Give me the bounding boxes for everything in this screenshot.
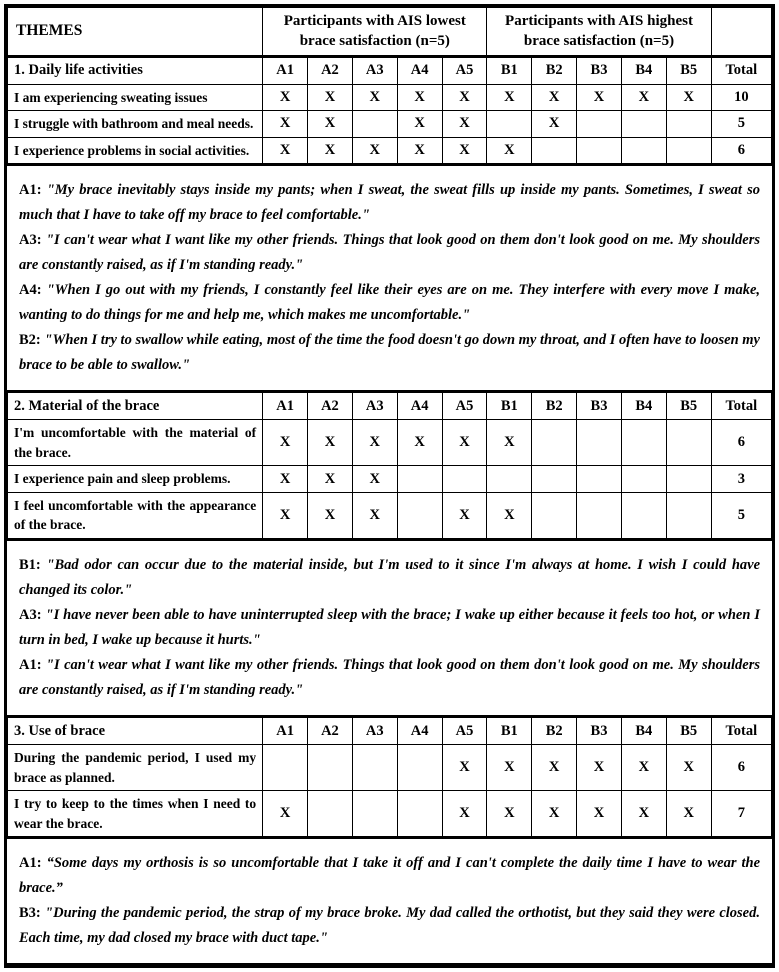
mark-cell: X [263, 492, 308, 538]
sections-container [7, 57, 772, 966]
participant-quote [19, 603, 760, 653]
column-header: A5 [442, 718, 487, 745]
mark-cell: X [577, 791, 622, 837]
empty-mark-cell [621, 492, 666, 538]
section-header-row [8, 57, 772, 84]
quote-text: “Some days my orthosis is so uncomfortable that I take it off and I can't complete the daily time I have to wear the brace.” [19, 855, 761, 897]
column-header: Total [711, 718, 771, 745]
empty-mark-cell [621, 111, 666, 138]
column-header: B3 [577, 57, 622, 84]
quote-speaker: A3: [19, 607, 42, 623]
mark-cell: X [263, 137, 308, 164]
section-header-row [8, 718, 772, 745]
total-cell: 10 [711, 84, 771, 111]
column-header: Total [711, 57, 771, 84]
mark-cell: X [263, 111, 308, 138]
section-table [7, 717, 772, 837]
empty-mark-cell [352, 111, 397, 138]
mark-cell: X [442, 791, 487, 837]
mark-cell: X [442, 111, 487, 138]
group-header-lowest-satisfaction: Participants with AIS lowest brace satisfaction (n=5) [263, 8, 487, 56]
statement-text: During the pandemic period, I used my brace as planned. [8, 745, 263, 791]
empty-mark-cell [666, 466, 711, 493]
participant-quote [19, 851, 760, 901]
statement-text: I experience problems in social activities. [8, 137, 263, 164]
statement-text: I try to keep to the times when I need to wear the brace. [8, 791, 263, 837]
statement-row [8, 137, 772, 164]
mark-cell: X [263, 84, 308, 111]
total-cell: 7 [711, 791, 771, 837]
section-title: 1. Daily life activities [8, 57, 263, 84]
participant-quote [19, 228, 760, 278]
column-header: A3 [352, 718, 397, 745]
statement-row [8, 420, 772, 466]
quote-text: "I can't wear what I want like my other friends. Things that look good on them don't look good on me. My shoulders are constantly raised, as if I'm standing ready." [19, 232, 760, 274]
mark-cell: X [621, 745, 666, 791]
column-header: B1 [487, 718, 532, 745]
corner-empty-cell [711, 8, 771, 56]
quotes-block [7, 164, 772, 392]
empty-mark-cell [442, 466, 487, 493]
mark-cell: X [397, 420, 442, 466]
column-header: B5 [666, 57, 711, 84]
quotes-block [7, 539, 772, 717]
empty-mark-cell [487, 466, 532, 493]
section-table [7, 392, 772, 539]
empty-mark-cell [621, 420, 666, 466]
quote-speaker: A4: [19, 282, 42, 299]
empty-mark-cell [308, 791, 353, 837]
empty-mark-cell [577, 492, 622, 538]
quote-speaker: A1: [19, 855, 42, 872]
quote-text: "When I try to swallow while eating, most of the time the food doesn't go down my throat, and I often have to loosen my brace to be able to swallow." [19, 332, 760, 374]
empty-mark-cell [621, 137, 666, 164]
column-header: A5 [442, 57, 487, 84]
empty-mark-cell [666, 137, 711, 164]
mark-cell: X [308, 111, 353, 138]
section-header-row [8, 393, 772, 420]
empty-mark-cell [352, 745, 397, 791]
column-header: B5 [666, 718, 711, 745]
section-title: 3. Use of brace [8, 718, 263, 745]
mark-cell: X [352, 420, 397, 466]
mark-cell: X [487, 137, 532, 164]
column-header: B3 [577, 718, 622, 745]
statement-row [8, 84, 772, 111]
statement-row [8, 111, 772, 138]
mark-cell: X [532, 111, 577, 138]
column-header: A4 [397, 393, 442, 420]
column-header: A1 [263, 718, 308, 745]
statement-text: I feel uncomfortable with the appearance of the brace. [8, 492, 263, 538]
column-header: A4 [397, 57, 442, 84]
empty-mark-cell [397, 492, 442, 538]
mark-cell: X [352, 466, 397, 493]
mark-cell: X [487, 492, 532, 538]
statement-row [8, 492, 772, 538]
mark-cell: X [666, 745, 711, 791]
total-cell: 5 [711, 111, 771, 138]
mark-cell: X [263, 466, 308, 493]
statement-row [8, 745, 772, 791]
mark-cell: X [487, 791, 532, 837]
empty-mark-cell [397, 791, 442, 837]
quote-speaker: A1: [19, 182, 42, 199]
section-title: 2. Material of the brace [8, 393, 263, 420]
statement-text: I struggle with bathroom and meal needs. [8, 111, 263, 138]
quote-text: "During the pandemic period, the strap of my brace broke. My dad called the orthotist, but they said they were closed. Each time, my dad closed my brace with duct tape." [19, 905, 760, 947]
participant-quote [19, 653, 760, 703]
mark-cell: X [487, 420, 532, 466]
empty-mark-cell [263, 745, 308, 791]
statement-text: I am experiencing sweating issues [8, 84, 263, 111]
column-header: A2 [308, 393, 353, 420]
mark-cell: X [397, 111, 442, 138]
participant-quote [19, 553, 760, 603]
total-cell: 6 [711, 420, 771, 466]
mark-cell: X [621, 791, 666, 837]
column-header: A4 [397, 718, 442, 745]
column-header: A1 [263, 57, 308, 84]
mark-cell: X [308, 466, 353, 493]
column-header: B4 [621, 718, 666, 745]
empty-mark-cell [577, 420, 622, 466]
mark-cell: X [666, 791, 711, 837]
mark-cell: X [532, 791, 577, 837]
mark-cell: X [442, 492, 487, 538]
section-table [7, 57, 772, 165]
quote-text: "I can't wear what I want like my other friends. Things that look good on them don't look good on me. My shoulders are constantly raised, as if I'm standing ready." [19, 657, 760, 698]
quotes-block [7, 837, 772, 965]
column-header: A3 [352, 57, 397, 84]
quote-text: "My brace inevitably stays inside my pants; when I sweat, the sweat fills up inside my pants. Sometimes, I sweat so much that I have to take off my brace to feel comfortable." [19, 182, 760, 224]
column-header: A2 [308, 57, 353, 84]
empty-mark-cell [577, 111, 622, 138]
column-header: B4 [621, 57, 666, 84]
quote-speaker: A3: [19, 232, 42, 249]
statement-text: I'm uncomfortable with the material of the brace. [8, 420, 263, 466]
column-header: A5 [442, 393, 487, 420]
themes-label: THEMES [8, 8, 263, 56]
empty-mark-cell [532, 492, 577, 538]
empty-mark-cell [397, 745, 442, 791]
mark-cell: X [577, 745, 622, 791]
mark-cell: X [397, 84, 442, 111]
mark-cell: X [308, 84, 353, 111]
column-header: B2 [532, 718, 577, 745]
total-cell: 6 [711, 745, 771, 791]
mark-cell: X [308, 420, 353, 466]
statement-row [8, 791, 772, 837]
mark-cell: X [397, 137, 442, 164]
participant-quote [19, 278, 760, 328]
column-header: B3 [577, 393, 622, 420]
group-header-row [8, 8, 772, 56]
empty-mark-cell [577, 137, 622, 164]
quote-speaker: B2: [19, 332, 41, 349]
participant-quote [19, 328, 760, 378]
mark-cell: X [532, 745, 577, 791]
column-header: B5 [666, 393, 711, 420]
statement-row [8, 466, 772, 493]
empty-mark-cell [532, 466, 577, 493]
mark-cell: X [487, 84, 532, 111]
column-header: B1 [487, 393, 532, 420]
empty-mark-cell [308, 745, 353, 791]
mark-cell: X [352, 84, 397, 111]
mark-cell: X [352, 137, 397, 164]
quote-text: "When I go out with my friends, I constantly feel like their eyes are on me. They interfere with every move I make, wanting to do things for me and help me, which makes me uncomfortable." [19, 282, 761, 324]
empty-mark-cell [666, 111, 711, 138]
quote-speaker: A1: [19, 657, 42, 673]
column-header: B2 [532, 57, 577, 84]
mark-cell: X [308, 137, 353, 164]
mark-cell: X [621, 84, 666, 111]
column-header: B1 [487, 57, 532, 84]
group-header-highest-satisfaction: Participants with AIS highest brace satisfaction (n=5) [487, 8, 711, 56]
column-header: B2 [532, 393, 577, 420]
quote-speaker: B1: [19, 557, 41, 573]
empty-mark-cell [397, 466, 442, 493]
statement-text: I experience pain and sleep problems. [8, 466, 263, 493]
empty-mark-cell [532, 420, 577, 466]
mark-cell: X [442, 84, 487, 111]
empty-mark-cell [487, 111, 532, 138]
quote-text: "Bad odor can occur due to the material inside, but I'm used to it since I'm always at home. I wish I could have changed its color." [19, 557, 760, 598]
quote-text: "I have never been able to have uninterrupted sleep with the brace; I wake up either because it feels too hot, or when I turn in bed, I wake up because it hurts." [19, 607, 760, 648]
empty-mark-cell [666, 492, 711, 538]
total-cell: 5 [711, 492, 771, 538]
column-header: A3 [352, 393, 397, 420]
mark-cell: X [666, 84, 711, 111]
mark-cell: X [442, 420, 487, 466]
column-header: Total [711, 393, 771, 420]
mark-cell: X [308, 492, 353, 538]
empty-mark-cell [532, 137, 577, 164]
participant-quote [19, 178, 760, 228]
empty-mark-cell [666, 420, 711, 466]
mark-cell: X [487, 745, 532, 791]
themes-header-table [7, 7, 772, 57]
column-header: B4 [621, 393, 666, 420]
empty-mark-cell [577, 466, 622, 493]
column-header: A2 [308, 718, 353, 745]
empty-mark-cell [621, 466, 666, 493]
mark-cell: X [352, 492, 397, 538]
quote-speaker: B3: [19, 905, 41, 922]
mark-cell: X [263, 420, 308, 466]
results-table-figure [4, 4, 775, 968]
mark-cell: X [442, 745, 487, 791]
mark-cell: X [263, 791, 308, 837]
column-header: A1 [263, 393, 308, 420]
total-cell: 3 [711, 466, 771, 493]
mark-cell: X [442, 137, 487, 164]
mark-cell: X [532, 84, 577, 111]
participant-quote [19, 901, 760, 951]
mark-cell: X [577, 84, 622, 111]
total-cell: 6 [711, 137, 771, 164]
empty-mark-cell [352, 791, 397, 837]
